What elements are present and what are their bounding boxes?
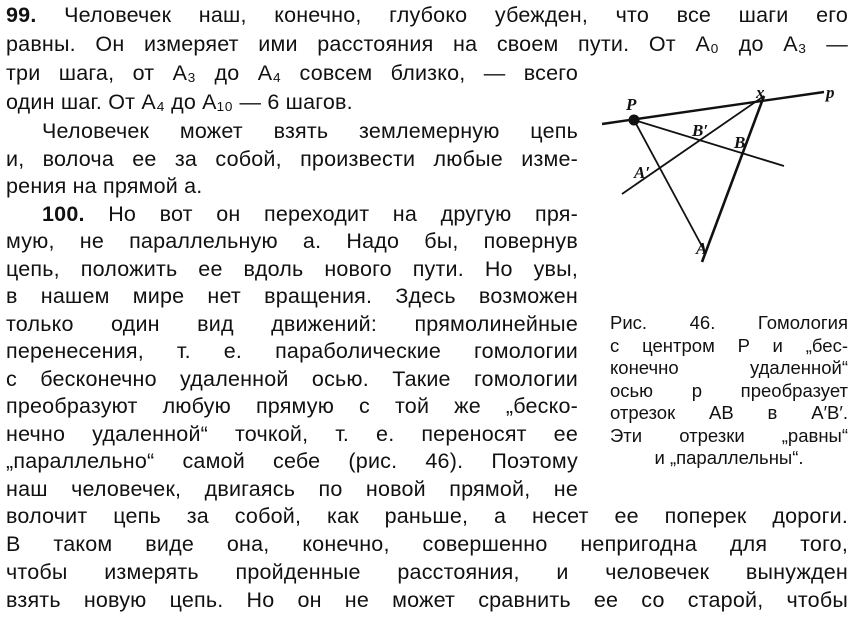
figure-caption (610, 312, 848, 470)
text-line: наш человечек, двигаясь по новой прямой, не (6, 477, 578, 501)
text-line: равны. Он измеряет ими расстояния на своем пути. От A₀ до A₃ — (6, 32, 848, 56)
text-line-content: Но вот он переходит на другую пря- (84, 202, 578, 226)
caption-line: отрезок AB в A′B′. (610, 402, 848, 423)
homology-figure (596, 78, 846, 278)
text-line: перенесения, т. е. параболические гомологии (6, 339, 578, 363)
paragraph-number: 100. (42, 202, 85, 226)
text-line: три шага, от A₃ до A₄ совсем близко, — всего (6, 61, 578, 85)
label-B: B (734, 133, 746, 152)
caption-line: конечно удаленной“ (610, 357, 848, 378)
text-line: чтобы измерять пройденные расстояния, и человечек вынужден (6, 560, 848, 584)
text-line (6, 201, 578, 227)
label-p: p (826, 83, 835, 102)
label-B-prime: B′ (692, 121, 709, 140)
text-line: нечно удаленной“ точкой, т. е. переносят ее (6, 422, 578, 446)
label-P: P (626, 95, 637, 114)
text-line: мую, не параллельную a. Надо бы, повернув (6, 229, 578, 253)
text-line: взять новую цепь. Но он не может сравнить ее со старой, чтобы (6, 588, 848, 612)
caption-line: и „параллельны“. (654, 447, 804, 468)
center-point-P (629, 115, 640, 126)
label-x: x (756, 83, 765, 102)
text-line: Человечек может взять землемерную цепь (42, 119, 578, 143)
text-line: с бесконечно удаленной осью. Такие гомологии (6, 367, 578, 391)
text-line: один шаг. От A₄ до A₁₀ — 6 шагов. (6, 90, 353, 114)
text-line: в нашем мире нет вращения. Здесь возможен (6, 284, 578, 308)
text-line: только один вид движений: прямолинейные (6, 312, 578, 336)
text-line: цепь, положить ее вдоль нового пути. Но увы, (6, 257, 578, 281)
caption-line: с центром P и „бес- (610, 334, 848, 356)
caption-line: осью p преобразует (610, 379, 848, 401)
label-A: A (696, 239, 708, 258)
text-line: „параллельно“ самой себе (рис. 46). Поэтому (6, 449, 578, 473)
label-A-prime: A′ (634, 163, 651, 182)
text-line: волочит цепь за собой, как раньше, а несет ее поперек дороги. (6, 504, 848, 528)
text-line: В таком виде она, конечно, совершенно непригодна для того, (6, 532, 848, 556)
text-line: рения на прямой a. (6, 174, 203, 198)
line-PB (634, 120, 784, 166)
line-xA (702, 96, 764, 262)
text-line-content: Человечек наш, конечно, глубоко убежден, что все шаги его (64, 3, 848, 27)
paragraph-number: 99. (6, 3, 37, 27)
caption-line: Эти отрезки „равны“ (610, 424, 848, 446)
text-line (6, 2, 848, 28)
text-line: преобразуют любую прямую с той же „беско- (6, 394, 578, 418)
caption-line: Рис. 46. Гомология (610, 312, 848, 333)
text-line: и, волоча ее за собой, произвести любые изме- (6, 147, 578, 171)
